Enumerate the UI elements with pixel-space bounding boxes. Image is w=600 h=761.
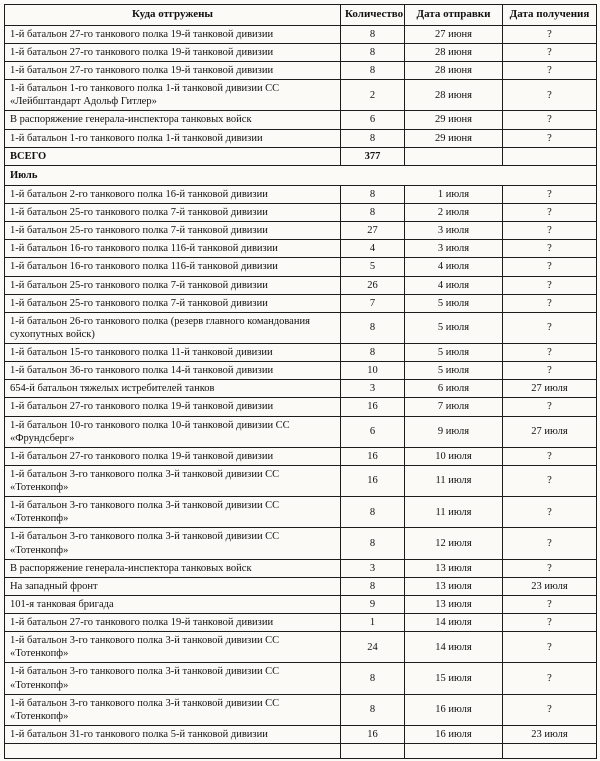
recv-date-cell: ? (503, 204, 597, 222)
qty-cell: 8 (341, 129, 405, 147)
sent-date-cell: 4 июля (405, 276, 503, 294)
sent-date-cell: 7 июля (405, 398, 503, 416)
dest-cell: 1-й батальон 16-го танкового полка 116-й танковой дивизии (5, 240, 341, 258)
dest-cell: 1-й батальон 3-го танкового полка 3-й танковой дивизии СС «Тотенкопф» (5, 465, 341, 496)
table-row (5, 25, 597, 43)
qty-cell: 7 (341, 294, 405, 312)
dest-cell: 1-й батальон 3-го танкового полка 3-й танковой дивизии СС «Тотенкопф» (5, 528, 341, 559)
sent-date-cell: 11 июля (405, 465, 503, 496)
table-row (5, 528, 597, 559)
dest-cell: На западный фронт (5, 577, 341, 595)
col-header-received-date: Дата получения (503, 5, 597, 26)
sent-date-cell: 12 июля (405, 528, 503, 559)
recv-date-cell: ? (503, 559, 597, 577)
recv-date-cell: ? (503, 222, 597, 240)
recv-date-cell: ? (503, 595, 597, 613)
sent-date-cell: 14 июля (405, 632, 503, 663)
table-row (5, 362, 597, 380)
dest-cell: 1-й батальон 3-го танкового полка 3-й танковой дивизии СС «Тотенкопф» (5, 497, 341, 528)
dest-cell: 1-й батальон 31-го танкового полка 5-й танковой дивизии (5, 725, 341, 743)
recv-date-cell: 27 июля (503, 380, 597, 398)
qty-cell: 8 (341, 25, 405, 43)
table-row (5, 663, 597, 694)
sent-date-cell: 13 июля (405, 595, 503, 613)
dest-cell: В распоряжение генерала-инспектора танковых войск (5, 559, 341, 577)
table-row (5, 725, 597, 743)
recv-date-cell: ? (503, 111, 597, 129)
qty-cell: 6 (341, 111, 405, 129)
sent-date-cell: 5 июля (405, 362, 503, 380)
qty-cell: 26 (341, 276, 405, 294)
partial-row (5, 744, 597, 759)
qty-cell: 8 (341, 185, 405, 203)
dest-cell: 1-й батальон 10-го танкового полка 10-й танковой дивизии СС «Фрундсберг» (5, 416, 341, 447)
dest-cell: 1-й батальон 25-го танкового полка 7-й танковой дивизии (5, 204, 341, 222)
dest-cell: В распоряжение генерала-инспектора танковых войск (5, 111, 341, 129)
recv-date-cell: ? (503, 312, 597, 343)
dest-cell: 1-й батальон 25-го танкового полка 7-й танковой дивизии (5, 276, 341, 294)
recv-date-cell: ? (503, 614, 597, 632)
section-row (5, 165, 597, 185)
dest-cell: 1-й батальон 3-го танкового полка 3-й танковой дивизии СС «Тотенкопф» (5, 694, 341, 725)
table-row (5, 595, 597, 613)
qty-cell: 3 (341, 380, 405, 398)
qty-cell: 6 (341, 416, 405, 447)
table-row (5, 559, 597, 577)
dest-cell: 1-й батальон 27-го танкового полка 19-й танковой дивизии (5, 62, 341, 80)
qty-cell: 9 (341, 595, 405, 613)
dest-cell: 1-й батальон 3-го танкового полка 3-й танковой дивизии СС «Тотенкопф» (5, 632, 341, 663)
table-row (5, 111, 597, 129)
table-row (5, 276, 597, 294)
dest-cell: 1-й батальон 25-го танкового полка 7-й танковой дивизии (5, 222, 341, 240)
sent-date-cell: 29 июня (405, 129, 503, 147)
qty-cell: 8 (341, 528, 405, 559)
dest-cell: 1-й батальон 1-го танкового полка 1-й танковой дивизии (5, 129, 341, 147)
dest-cell: 1-й батальон 1-го танкового полка 1-й танковой дивизии СС «Лейбштандарт Адольф Гитлер» (5, 80, 341, 111)
sent-date-cell: 3 июля (405, 240, 503, 258)
shipment-table (4, 4, 597, 759)
recv-date-cell: ? (503, 80, 597, 111)
recv-date-cell: ? (503, 344, 597, 362)
recv-date-cell: ? (503, 258, 597, 276)
recv-date-cell (503, 744, 597, 759)
qty-cell: 16 (341, 447, 405, 465)
table-row (5, 240, 597, 258)
sent-date-cell: 11 июля (405, 497, 503, 528)
recv-date-cell: ? (503, 362, 597, 380)
sent-date-cell: 15 июля (405, 663, 503, 694)
table-row (5, 465, 597, 496)
table-row (5, 204, 597, 222)
dest-cell: 1-й батальон 16-го танкового полка 116-й танковой дивизии (5, 258, 341, 276)
dest-cell: ВСЕГО (5, 147, 341, 165)
table-row (5, 129, 597, 147)
table-row (5, 694, 597, 725)
table-row (5, 62, 597, 80)
sent-date-cell: 13 июля (405, 559, 503, 577)
table-row (5, 447, 597, 465)
table-row (5, 380, 597, 398)
qty-cell: 8 (341, 663, 405, 694)
table-row (5, 497, 597, 528)
col-header-destination: Куда отгружены (5, 5, 341, 26)
qty-cell: 2 (341, 80, 405, 111)
qty-cell: 10 (341, 362, 405, 380)
sent-date-cell (405, 147, 503, 165)
qty-cell: 8 (341, 312, 405, 343)
dest-cell: 1-й батальон 36-го танкового полка 14-й танковой дивизии (5, 362, 341, 380)
qty-cell: 8 (341, 577, 405, 595)
header-row (5, 5, 597, 26)
sent-date-cell: 6 июля (405, 380, 503, 398)
qty-cell: 16 (341, 398, 405, 416)
qty-cell: 27 (341, 222, 405, 240)
sent-date-cell: 5 июля (405, 312, 503, 343)
dest-cell: 1-й батальон 15-го танкового полка 11-й танковой дивизии (5, 344, 341, 362)
table-row (5, 344, 597, 362)
recv-date-cell: ? (503, 240, 597, 258)
sent-date-cell: 2 июля (405, 204, 503, 222)
recv-date-cell: ? (503, 528, 597, 559)
sent-date-cell: 16 июля (405, 725, 503, 743)
qty-cell: 3 (341, 559, 405, 577)
qty-cell: 8 (341, 497, 405, 528)
sent-date-cell: 28 июня (405, 62, 503, 80)
sent-date-cell: 16 июля (405, 694, 503, 725)
qty-cell: 5 (341, 258, 405, 276)
dest-cell: 1-й батальон 3-го танкового полка 3-й танковой дивизии СС «Тотенкопф» (5, 663, 341, 694)
sent-date-cell: 27 июня (405, 25, 503, 43)
qty-cell: 8 (341, 43, 405, 61)
qty-cell: 8 (341, 694, 405, 725)
sent-date-cell: 10 июля (405, 447, 503, 465)
table-row (5, 614, 597, 632)
total-row (5, 147, 597, 165)
table-row (5, 312, 597, 343)
qty-cell: 8 (341, 204, 405, 222)
recv-date-cell: ? (503, 276, 597, 294)
recv-date-cell: 23 июля (503, 725, 597, 743)
dest-cell: 1-й батальон 27-го танкового полка 19-й танковой дивизии (5, 25, 341, 43)
sent-date-cell (405, 744, 503, 759)
recv-date-cell: ? (503, 129, 597, 147)
table-row (5, 416, 597, 447)
recv-date-cell: ? (503, 62, 597, 80)
col-header-quantity: Количество (341, 5, 405, 26)
table-row (5, 80, 597, 111)
recv-date-cell: ? (503, 25, 597, 43)
table-row (5, 398, 597, 416)
qty-cell: 8 (341, 62, 405, 80)
dest-cell (5, 744, 341, 759)
recv-date-cell: ? (503, 632, 597, 663)
sent-date-cell: 9 июля (405, 416, 503, 447)
qty-cell (341, 744, 405, 759)
qty-cell: 8 (341, 344, 405, 362)
recv-date-cell: ? (503, 694, 597, 725)
col-header-sent-date: Дата отправки (405, 5, 503, 26)
table-row (5, 185, 597, 203)
qty-cell: 1 (341, 614, 405, 632)
dest-cell: 1-й батальон 26-го танкового полка (резерв главного командования сухопутных войск) (5, 312, 341, 343)
recv-date-cell: ? (503, 398, 597, 416)
table-row (5, 43, 597, 61)
qty-cell: 16 (341, 465, 405, 496)
recv-date-cell: 23 июля (503, 577, 597, 595)
sent-date-cell: 28 июня (405, 80, 503, 111)
dest-cell: 1-й батальон 27-го танкового полка 19-й танковой дивизии (5, 614, 341, 632)
dest-cell: 1-й батальон 2-го танкового полка 16-й танковой дивизии (5, 185, 341, 203)
sent-date-cell: 3 июля (405, 222, 503, 240)
table-row (5, 258, 597, 276)
dest-cell: 654-й батальон тяжелых истребителей танков (5, 380, 341, 398)
dest-cell: 1-й батальон 25-го танкового полка 7-й танковой дивизии (5, 294, 341, 312)
sent-date-cell: 4 июля (405, 258, 503, 276)
recv-date-cell: ? (503, 447, 597, 465)
sent-date-cell: 28 июня (405, 43, 503, 61)
qty-cell: 4 (341, 240, 405, 258)
dest-cell: 101-я танковая бригада (5, 595, 341, 613)
sent-date-cell: 5 июля (405, 294, 503, 312)
qty-cell: 24 (341, 632, 405, 663)
qty-cell: 16 (341, 725, 405, 743)
table-body (5, 25, 597, 758)
recv-date-cell: ? (503, 497, 597, 528)
table-row (5, 294, 597, 312)
dest-cell: 1-й батальон 27-го танкового полка 19-й танковой дивизии (5, 398, 341, 416)
dest-cell: 1-й батальон 27-го танкового полка 19-й танковой дивизии (5, 43, 341, 61)
sent-date-cell: 1 июля (405, 185, 503, 203)
section-label: Июль (5, 165, 597, 185)
recv-date-cell: 27 июля (503, 416, 597, 447)
dest-cell: 1-й батальон 27-го танкового полка 19-й танковой дивизии (5, 447, 341, 465)
sent-date-cell: 13 июля (405, 577, 503, 595)
table-row (5, 577, 597, 595)
recv-date-cell (503, 147, 597, 165)
table-row (5, 222, 597, 240)
qty-cell: 377 (341, 147, 405, 165)
sent-date-cell: 5 июля (405, 344, 503, 362)
recv-date-cell: ? (503, 294, 597, 312)
recv-date-cell: ? (503, 43, 597, 61)
recv-date-cell: ? (503, 185, 597, 203)
recv-date-cell: ? (503, 465, 597, 496)
sent-date-cell: 29 июня (405, 111, 503, 129)
table-row (5, 632, 597, 663)
sent-date-cell: 14 июля (405, 614, 503, 632)
recv-date-cell: ? (503, 663, 597, 694)
